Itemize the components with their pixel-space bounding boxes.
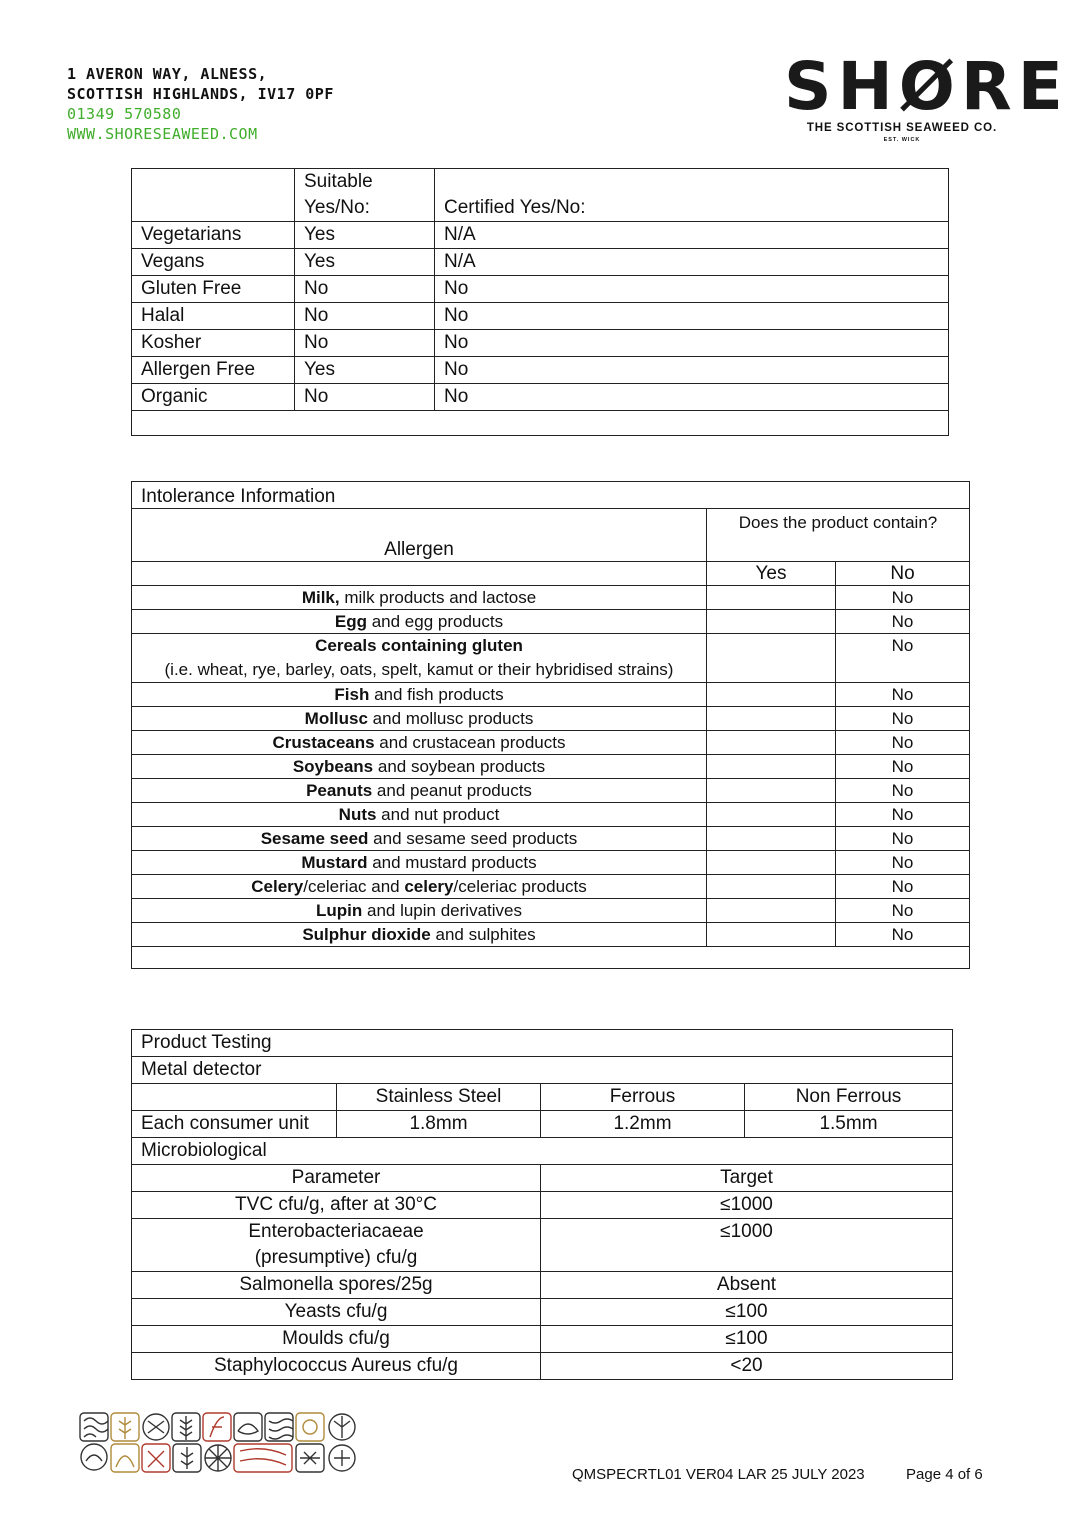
allergen-text: and fish products — [369, 685, 504, 704]
table-row — [132, 731, 970, 755]
allergen-name — [132, 683, 707, 707]
parameter-value — [132, 1219, 541, 1272]
yes-value — [707, 707, 836, 731]
table-cell — [132, 169, 295, 222]
parameter-value: TVC cfu/g, after at 30°C — [132, 1192, 541, 1219]
table-row — [132, 1219, 953, 1272]
document-code: QMSPECRTL01 VER04 LAR 25 JULY 2023 — [572, 1466, 865, 1483]
certified-value: No — [435, 276, 949, 303]
testing-title-row — [132, 1030, 953, 1057]
header-text: Yes/No: — [304, 197, 370, 218]
intolerance-title-row — [132, 482, 970, 509]
no-value: No — [836, 731, 970, 755]
address-line-1: 1 AVERON WAY, ALNESS, — [67, 65, 268, 83]
allergen-name — [132, 923, 707, 947]
allergen-text: and mustard products — [367, 853, 537, 872]
table-row — [132, 1272, 953, 1299]
allergen-text: and nut product — [376, 805, 500, 824]
allergen-name — [132, 707, 707, 731]
no-value: No — [836, 707, 970, 731]
table-row — [132, 851, 970, 875]
certified-value: N/A — [435, 222, 949, 249]
certified-value: No — [435, 330, 949, 357]
allergen-name — [132, 610, 707, 634]
parameter-header: Parameter — [132, 1165, 541, 1192]
allergen-note: (i.e. wheat, rye, barley, oats, spelt, kamut or their hybridised strains) — [164, 660, 674, 679]
allergen-bold: Soybeans — [292, 757, 374, 776]
suitability-table — [131, 168, 949, 436]
table-row — [132, 586, 970, 610]
yes-value — [707, 610, 836, 634]
no-value: No — [836, 755, 970, 779]
intolerance-title: Intolerance Information — [132, 482, 970, 509]
yes-value — [707, 827, 836, 851]
row-label: Organic — [132, 384, 295, 411]
allergen-text: and peanut products — [372, 781, 532, 800]
allergen-bold: Crustaceans — [272, 733, 375, 752]
table-row — [132, 827, 970, 851]
table-cell — [132, 1084, 337, 1111]
table-row — [132, 1192, 953, 1219]
allergen-bold: Mustard — [301, 853, 368, 872]
no-value: No — [836, 586, 970, 610]
product-testing-table — [131, 1029, 953, 1380]
target-value: ≤100 — [541, 1326, 953, 1353]
yes-value — [707, 875, 836, 899]
testing-title: Product Testing — [132, 1030, 953, 1057]
allergen-header-row — [132, 509, 970, 562]
allergen-name — [132, 875, 707, 899]
allergen-bold: Celery — [251, 877, 304, 896]
allergen-bold: celery — [404, 877, 454, 896]
metal-header-row — [132, 1084, 953, 1111]
contain-header: Does the product contain? — [707, 509, 970, 562]
suitable-value: Yes — [295, 249, 435, 276]
no-value: No — [836, 899, 970, 923]
metal-detector-label: Metal detector — [132, 1057, 953, 1084]
table-row — [132, 899, 970, 923]
table-row — [132, 357, 949, 384]
page-number: Page 4 of 6 — [906, 1466, 983, 1483]
parameter-value: Staphylococcus Aureus cfu/g — [132, 1353, 541, 1380]
phone-number: 01349 570580 — [67, 105, 182, 123]
stainless-steel-header: Stainless Steel — [337, 1084, 541, 1111]
company-address — [67, 64, 334, 144]
allergen-bold: Milk, — [301, 588, 340, 607]
allergen-text: and soybean products — [373, 757, 546, 776]
yes-value — [707, 899, 836, 923]
row-label: Gluten Free — [132, 276, 295, 303]
no-value: No — [836, 779, 970, 803]
suitable-header — [295, 169, 435, 222]
yes-value — [707, 779, 836, 803]
yes-header: Yes — [707, 562, 836, 586]
suitable-value: No — [295, 384, 435, 411]
suitable-value: No — [295, 330, 435, 357]
ferrous-value: 1.2mm — [541, 1111, 745, 1138]
allergen-text: and mollusc products — [367, 709, 534, 728]
no-value: No — [836, 827, 970, 851]
target-value: ≤1000 — [541, 1192, 953, 1219]
allergen-text: /celeriac products — [453, 877, 587, 896]
microbiological-label: Microbiological — [132, 1138, 953, 1165]
certified-value: No — [435, 384, 949, 411]
table-row — [132, 779, 970, 803]
ferrous-header: Ferrous — [541, 1084, 745, 1111]
no-value: No — [836, 803, 970, 827]
allergen-name — [132, 851, 707, 875]
no-value: No — [836, 634, 970, 683]
micro-row — [132, 1138, 953, 1165]
stainless-steel-value: 1.8mm — [337, 1111, 541, 1138]
allergen-bold: Sulphur dioxide — [302, 925, 431, 944]
table-row — [132, 384, 949, 411]
table-row — [132, 923, 970, 947]
parameter-value: Yeasts cfu/g — [132, 1299, 541, 1326]
allergen-bold: Egg — [334, 612, 367, 631]
allergen-text: and egg products — [367, 612, 504, 631]
logo-subtitle: THE SCOTTISH SEAWEED CO. — [806, 122, 998, 134]
suitable-value: Yes — [295, 357, 435, 384]
suitable-value: Yes — [295, 222, 435, 249]
table-row — [132, 707, 970, 731]
no-value: No — [836, 610, 970, 634]
empty-row — [132, 947, 970, 969]
non-ferrous-header: Non Ferrous — [745, 1084, 953, 1111]
table-row — [132, 803, 970, 827]
row-label: Allergen Free — [132, 357, 295, 384]
allergen-name — [132, 827, 707, 851]
table-row — [132, 1326, 953, 1353]
target-header: Target — [541, 1165, 953, 1192]
allergen-text: and lupin derivatives — [362, 901, 522, 920]
no-value: No — [836, 923, 970, 947]
allergen-name — [132, 755, 707, 779]
allergen-name — [132, 634, 707, 683]
certified-value: N/A — [435, 249, 949, 276]
no-value: No — [836, 851, 970, 875]
logo-est: EST. WICK — [883, 137, 921, 143]
parameter-text: Enterobacteriacaeae — [248, 1221, 424, 1242]
table-row — [132, 303, 949, 330]
consumer-unit-label: Each consumer unit — [132, 1111, 337, 1138]
yes-value — [707, 923, 836, 947]
table-row — [132, 222, 949, 249]
allergen-bold: Peanuts — [306, 781, 373, 800]
allergen-name — [132, 731, 707, 755]
table-cell — [132, 562, 707, 586]
allergen-header: Allergen — [132, 509, 707, 562]
allergen-name — [132, 899, 707, 923]
table-header-row — [132, 169, 949, 222]
target-value: Absent — [541, 1272, 953, 1299]
allergen-name — [132, 803, 707, 827]
allergen-text: and sesame seed products — [368, 829, 578, 848]
table-row — [132, 330, 949, 357]
allergen-text: and crustacean products — [374, 733, 566, 752]
no-header: No — [836, 562, 970, 586]
row-label: Vegans — [132, 249, 295, 276]
seaweed-tiles-illustration — [78, 1411, 360, 1473]
allergen-bold: Fish — [334, 685, 370, 704]
no-value: No — [836, 875, 970, 899]
table-row — [132, 610, 970, 634]
allergen-bold: Lupin — [316, 901, 363, 920]
intolerance-table — [131, 481, 970, 969]
table-row — [132, 1353, 953, 1380]
parameter-value: Salmonella spores/25g — [132, 1272, 541, 1299]
yes-value — [707, 683, 836, 707]
table-cell — [132, 947, 970, 969]
table-row — [132, 634, 970, 683]
yes-value — [707, 634, 836, 683]
table-row — [132, 875, 970, 899]
metal-detector-row — [132, 1057, 953, 1084]
yes-value — [707, 851, 836, 875]
certified-header: Certified Yes/No: — [435, 169, 949, 222]
target-value: <20 — [541, 1353, 953, 1380]
allergen-text: milk products and lactose — [339, 588, 537, 607]
address-line-2: SCOTTISH HIGHLANDS, IV17 0PF — [67, 85, 334, 103]
metal-values-row — [132, 1111, 953, 1138]
table-row — [132, 683, 970, 707]
certified-value: No — [435, 357, 949, 384]
allergen-bold: Sesame seed — [260, 829, 369, 848]
table-row — [132, 755, 970, 779]
empty-row — [132, 411, 949, 436]
row-label: Vegetarians — [132, 222, 295, 249]
company-logo — [784, 48, 1069, 143]
website-link: WWW.SHORESEAWEED.COM — [67, 125, 258, 143]
yes-value — [707, 731, 836, 755]
allergen-text: /celeriac and — [303, 877, 405, 896]
no-value: No — [836, 683, 970, 707]
table-row — [132, 1299, 953, 1326]
allergen-name — [132, 586, 707, 610]
parameter-text: (presumptive) cfu/g — [254, 1247, 418, 1268]
target-value: ≤100 — [541, 1299, 953, 1326]
row-label: Halal — [132, 303, 295, 330]
certified-value: No — [435, 303, 949, 330]
allergen-bold: Nuts — [338, 805, 377, 824]
parameter-value: Moulds cfu/g — [132, 1326, 541, 1353]
non-ferrous-value: 1.5mm — [745, 1111, 953, 1138]
logo-word: SHØRE — [784, 48, 1069, 125]
allergen-bold: Cereals containing gluten — [315, 636, 523, 655]
suitable-value: No — [295, 303, 435, 330]
table-cell — [132, 411, 949, 436]
target-value: ≤1000 — [541, 1219, 953, 1272]
table-row — [132, 249, 949, 276]
yes-value — [707, 755, 836, 779]
yes-value — [707, 803, 836, 827]
suitable-value: No — [295, 276, 435, 303]
micro-header-row — [132, 1165, 953, 1192]
row-label: Kosher — [132, 330, 295, 357]
yes-value — [707, 586, 836, 610]
allergen-bold: Mollusc — [304, 709, 368, 728]
allergen-text: and sulphites — [430, 925, 536, 944]
header-text: Suitable — [304, 171, 373, 192]
allergen-name — [132, 779, 707, 803]
table-row — [132, 276, 949, 303]
yes-no-header-row — [132, 562, 970, 586]
